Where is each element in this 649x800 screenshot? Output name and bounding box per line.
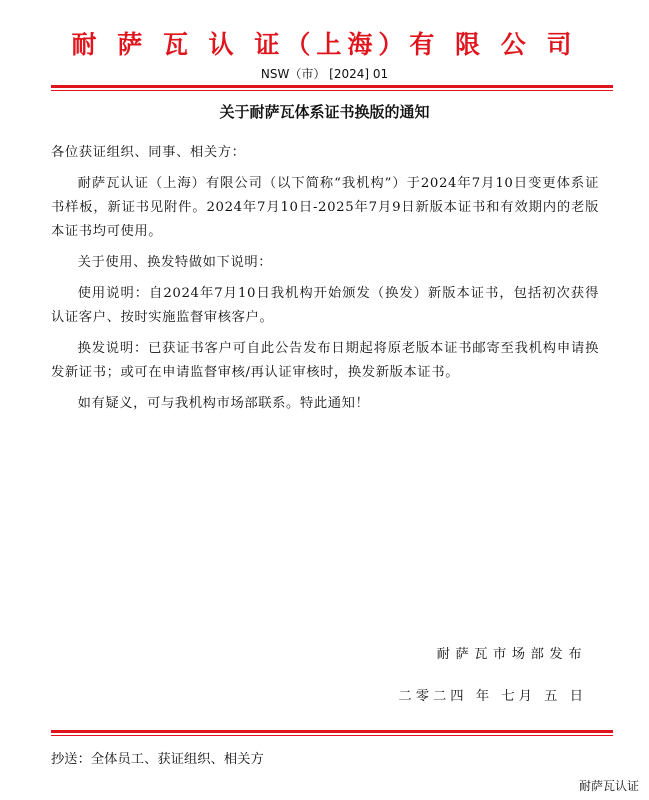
header-divider-thin	[51, 90, 613, 91]
header-divider-thick	[51, 85, 613, 88]
document-number: NSW（市） [2024] 01	[260, 67, 389, 81]
paragraph-renewal: 换发说明：已获证书客户可自此公告发布日期起将原老版本证书邮寄至我机构申请换发新证书；或可在申请监督审核/再认证审核时，换发新版本证书。	[51, 341, 599, 380]
footer-divider-thick	[51, 730, 613, 733]
paragraph-announcement: 耐萨瓦认证（上海）有限公司（以下简称“我机构”）于2024年7月10日变更体系证书样板，新证书见附件。2024年7月10日-2025年7月9日新版本证书和有效期内的老版本证书均可使用。	[51, 176, 599, 239]
paragraph-contact: 如有疑义，可与我机构市场部联系。特此通知！	[77, 396, 370, 411]
notice-title: 关于耐萨瓦体系证书换版的通知	[219, 103, 430, 121]
paragraph-intro: 关于使用、换发特做如下说明：	[77, 255, 273, 270]
salutation: 各位获证组织、同事、相关方：	[51, 145, 246, 160]
cc-list: 抄送：全体员工、获证组织、相关方	[51, 752, 264, 767]
issue-date: 二零二四 年 七月 五 日	[398, 689, 587, 704]
org-name-heading: 耐 萨 瓦 认 证（上海）有 限 公 司	[71, 30, 578, 59]
paragraph-usage: 使用说明：自2024年7月10日我机构开始颁发（换发）新版本证书，包括初次获得认证客户、按时实施监督审核客户。	[51, 286, 599, 325]
footer-divider-thin	[51, 735, 613, 736]
source-watermark: 耐萨瓦认证	[578, 779, 639, 793]
issuer-signature: 耐萨瓦市场部发布	[436, 647, 587, 662]
notice-body	[51, 141, 599, 423]
